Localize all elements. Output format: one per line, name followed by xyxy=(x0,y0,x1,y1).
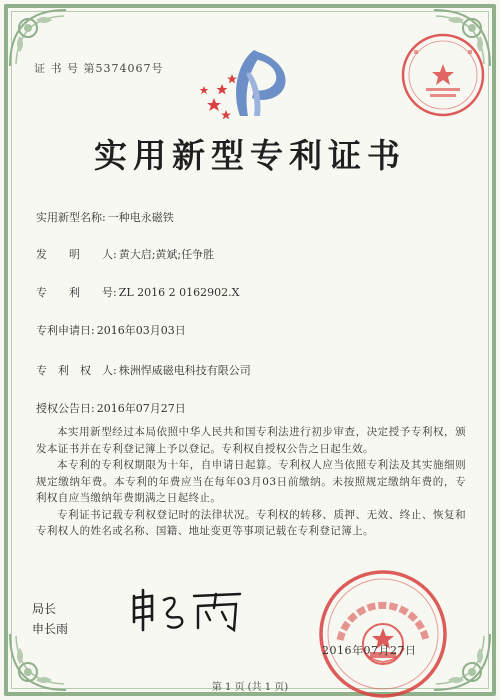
signatory-title: 局长 xyxy=(32,602,57,616)
field-value: 2016年03月03日 xyxy=(96,324,186,337)
field-label: 专 利 权 人: xyxy=(36,364,117,377)
body-paragraph: 专利证书记载专利权登记时的法律状况。专利权的转移、质押、无效、终止、恢复和专利权人的姓名或名称、国籍、地址变更等事项记载在专利登记簿上。 xyxy=(36,508,466,537)
field-grant-date xyxy=(36,400,186,416)
handwritten-signature-icon xyxy=(128,586,248,634)
certificate-body xyxy=(36,424,466,540)
state-office-seal-icon xyxy=(302,548,464,698)
field-patentee xyxy=(36,362,251,378)
field-filing-date xyxy=(36,322,186,338)
field-label: 授权公告日: xyxy=(36,402,95,415)
field-value: 一种电永磁铁 xyxy=(107,211,174,224)
field-label: 实用新型名称: xyxy=(36,211,106,224)
page-number: 第 1 页 (共 1 页) xyxy=(211,682,289,693)
field-patent-number xyxy=(36,284,239,300)
seal-date: 2016年07月27日 xyxy=(322,644,417,657)
body-paragraph: 本实用新型经过本局依照中华人民共和国专利法进行初步审查，决定授予专利权，颁发本证书并在专利登记簿上予以登记。专利权自授权公告之日起生效。 xyxy=(36,426,466,455)
certificate-number: 证 书 号 第5374067号 xyxy=(34,62,164,75)
agency-stamp-icon xyxy=(400,32,486,118)
field-value: 2016年07月27日 xyxy=(96,402,186,415)
body-paragraph: 本专利的专利权期限为十年，自申请日起算。专利权人应当依照专利法及其实施细则规定缴纳年费。本专利的年费应当在每年03月03日前缴纳。未按照规定缴纳年费的，专利权自应当缴纳年费期满之日起终止。 xyxy=(36,459,466,504)
signatory-name: 申长雨 xyxy=(32,622,69,636)
field-inventor xyxy=(36,246,214,262)
field-label: 专利申请日: xyxy=(36,324,95,337)
field-label: 专 利 号: xyxy=(36,286,117,299)
patent-office-logo-icon xyxy=(196,44,306,124)
field-label: 发 明 人: xyxy=(36,248,117,261)
field-value: ZL 2016 2 0162902.X xyxy=(118,286,240,299)
field-utility-model-name xyxy=(36,209,174,225)
field-value: 黄大启;黄斌;任争胜 xyxy=(118,248,215,261)
field-value: 株洲悍威磁电科技有限公司 xyxy=(118,364,251,377)
certificate-title: 实用新型专利证书 xyxy=(94,136,406,175)
